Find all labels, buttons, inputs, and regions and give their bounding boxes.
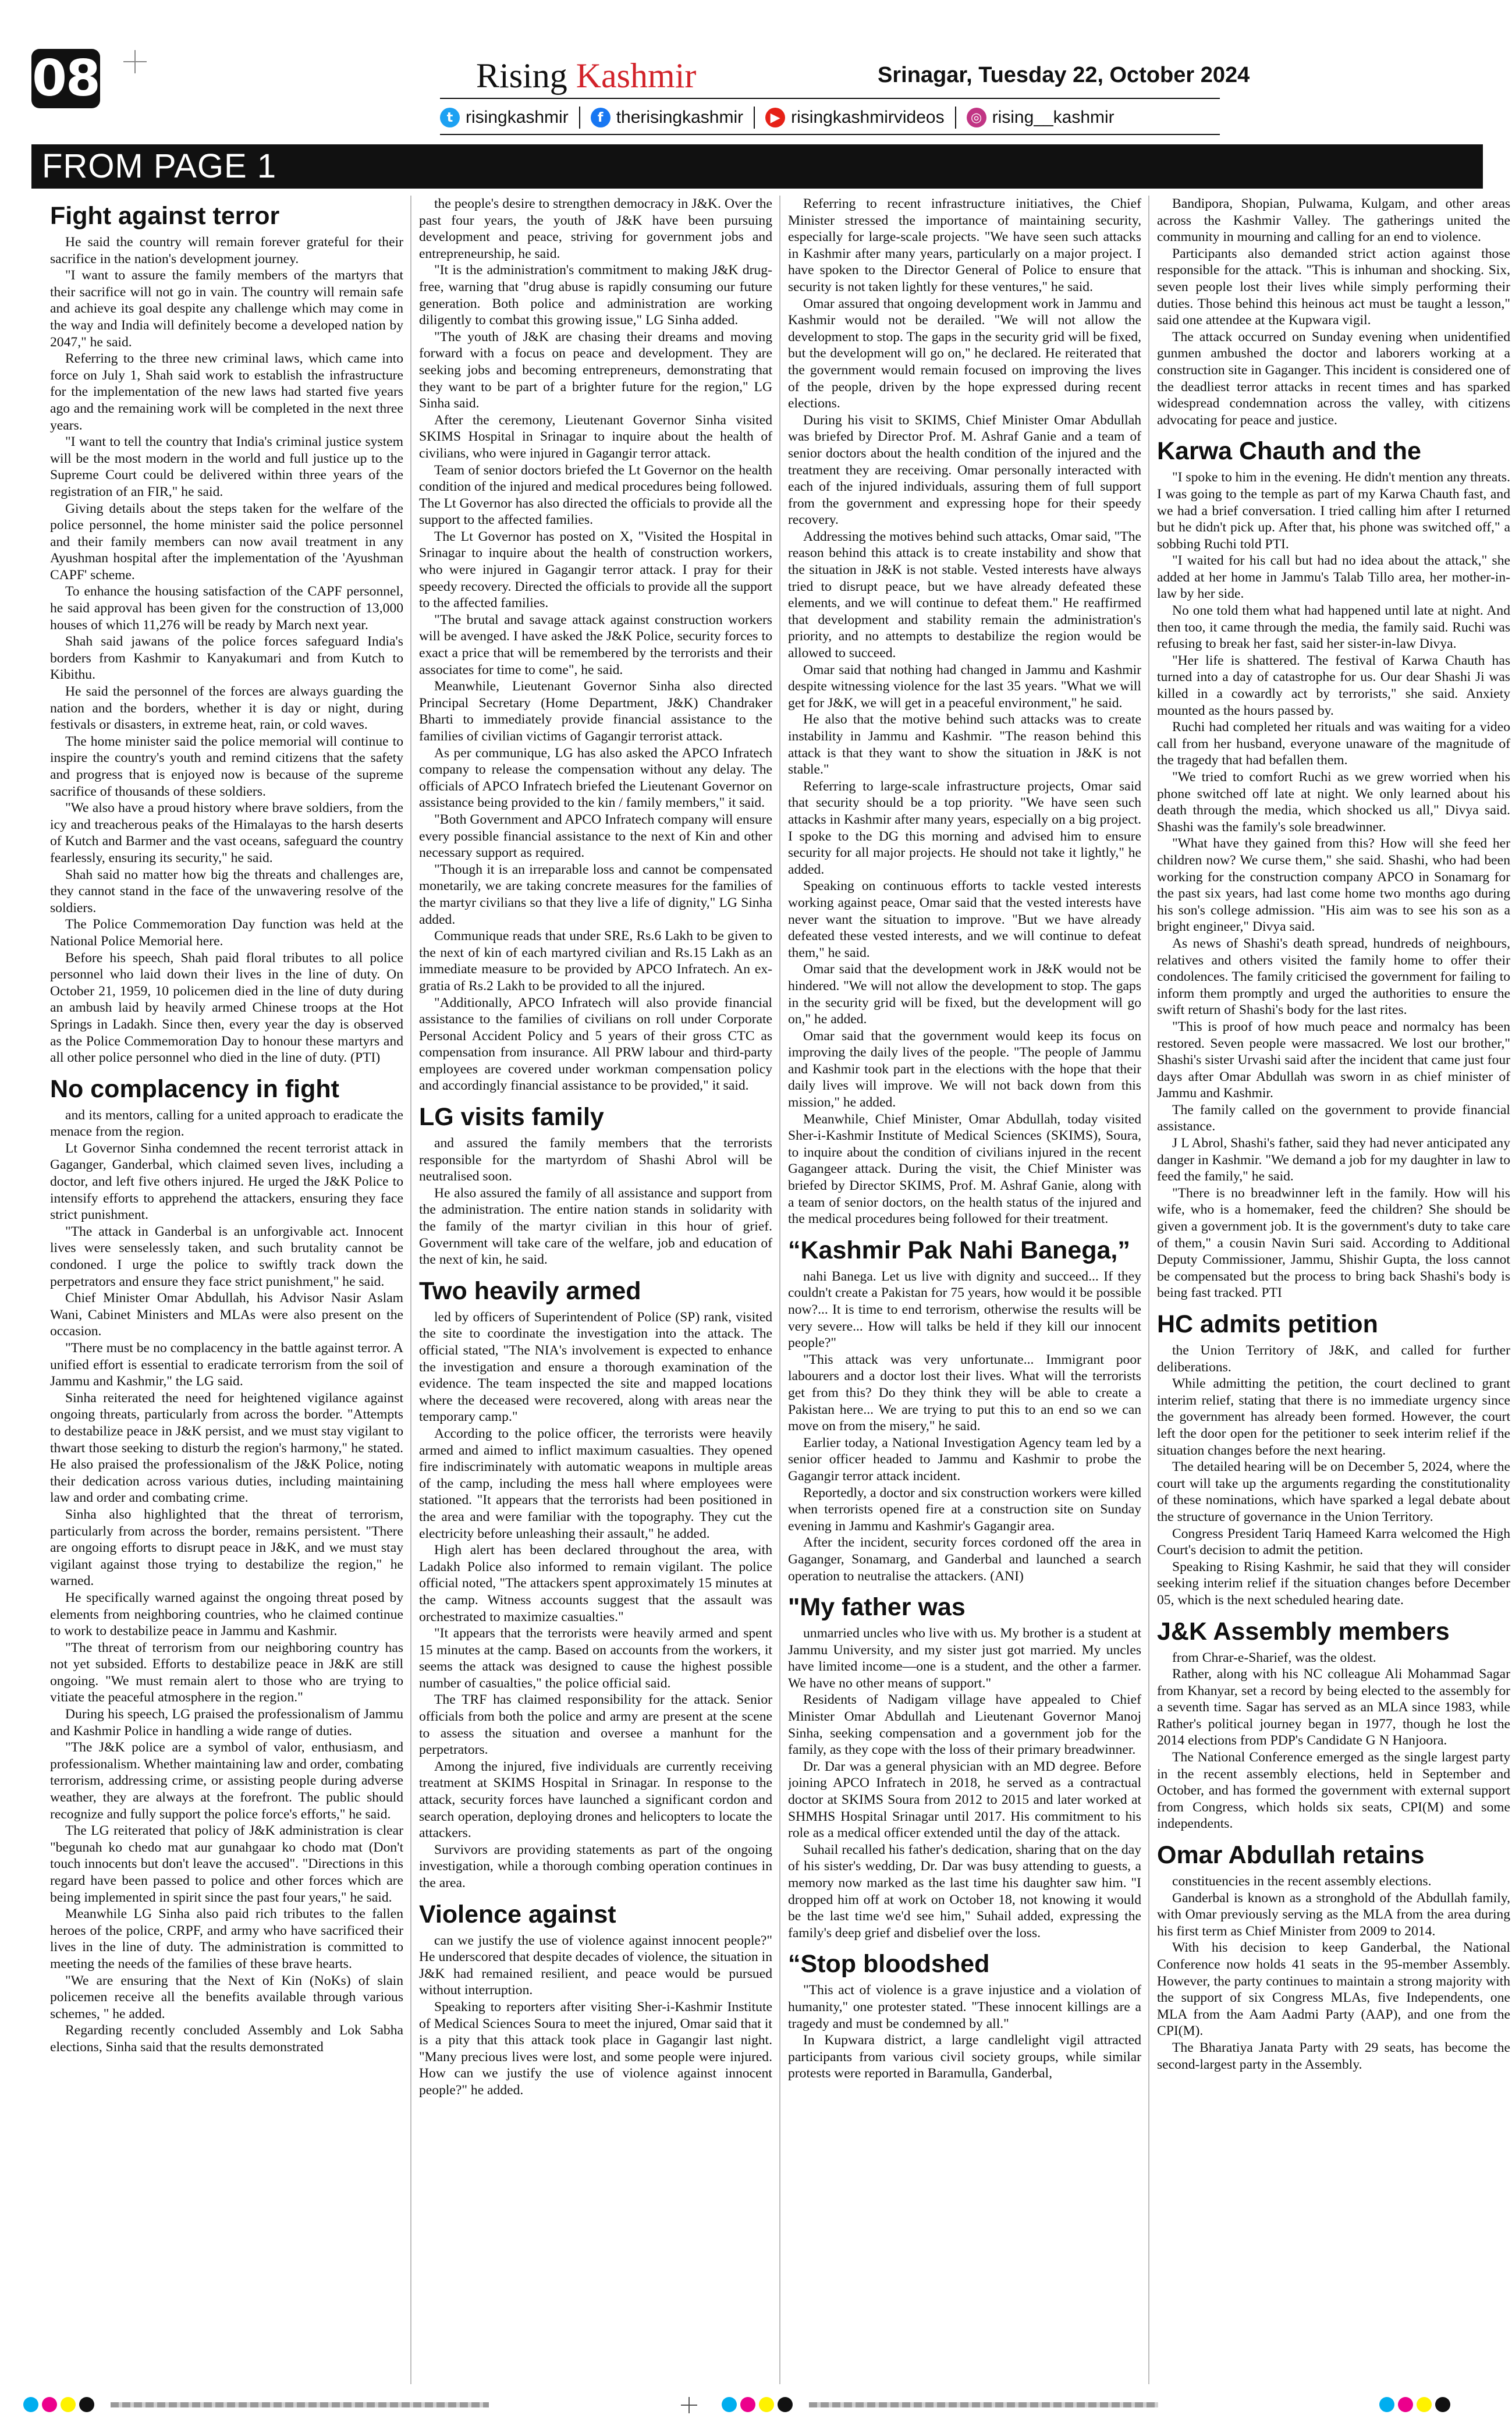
article	[1157, 437, 1510, 1302]
article-paragraph: Referring to recent infrastructure initiatives, the Chief Minister stressed the importance of maintaining security, especially for large-scale projects. "We have seen such attacks in Kashmir after many years, particularly on a major project. I have spoken to the Director General of Police to ensure that security is not taken lightly for these ventures," he said.	[788, 196, 1141, 295]
article-paragraph: and its mentors, calling for a united approach to eradicate the menace from the region.	[50, 1107, 403, 1140]
article-paragraph: J L Abrol, Shashi's father, said they had never anticipated any danger in Kashmir. "We demand a job for my daughter in law to feed the family," he said.	[1157, 1136, 1510, 1185]
article-paragraph: The detailed hearing will be on December 5, 2024, where the court will take up the arguments regarding the constitutionality of these nominations, which have sparked a legal debate about the structure of governance in the Union Territory.	[1157, 1459, 1510, 1524]
dateline: Srinagar, Tuesday 22, October 2024	[878, 63, 1250, 87]
article-paragraph: "I spoke to him in the evening. He didn't mention any threats. I was going to the temple as part of my Karwa Chauth fast, and we had a brief conversation. I tried calling him after I returned but he didn't pick up. After that, his phone was switched off," a sobbing Ruchi told PTI.	[1157, 470, 1510, 552]
article-paragraph: As per communique, LG has also asked the APCO Infratech company to release the compensation without any delay. The officials of APCO Infratech briefed the Lieutenant Governor on assistance being provided to the kin / family members," it said.	[419, 745, 772, 811]
article-headline: LG visits family	[419, 1103, 604, 1132]
article-headline: J&K Assembly members	[1157, 1617, 1450, 1646]
grey-scale-bar	[111, 2402, 489, 2407]
article-paragraph: During his speech, LG praised the professionalism of Jammu and Kashmir Police in handling a wide range of duties.	[50, 1707, 403, 1739]
social-handle-text: risingkashmir	[466, 108, 569, 127]
social-handle-text: rising__kashmir	[992, 108, 1115, 127]
article	[419, 1276, 772, 1892]
article-paragraph: Bandipora, Shopian, Pulwama, Kulgam, and other areas across the Kashmir Valley. The gatherings united the community in mourning and calling for an end to violence.	[1157, 196, 1510, 245]
article-paragraph: Earlier today, a National Investigation Agency team led by a senior officer headed to Jammu and Kashmir to probe the Gagangir terror attack incident.	[788, 1435, 1141, 1484]
article-paragraph: Giving details about the steps taken for the welfare of the police personnel, the home minister said the police personnel and their family members can now avail treatment in any Ayushman hospital after the implementation of the 'Ayushman CAPF' scheme.	[50, 501, 403, 583]
article-paragraph: In Kupwara district, a large candlelight vigil attracted participants from various civil society groups, while similar protests were reported in Baramulla, Ganderbal,	[788, 2033, 1141, 2082]
article-paragraph: the Union Territory of J&K, and called for further deliberations.	[1157, 1343, 1510, 1375]
article-paragraph: With his decision to keep Ganderbal, the National Conference now holds 41 seats in the 95-member Assembly. However, the party continues to maintain a strong majority with the support of six Congress MLAs, five Independents, one MLA from the Aam Aadmi Party (AAP), and one from the CPI(M).	[1157, 1940, 1510, 2039]
article-paragraph: Suhail recalled his father's dedication, sharing that on the day of his sister's wedding, Dr. Dar was busy attending to guests, a memory now marked as the last time his daughter saw him. "I dropped him off at work on October 18, not knowing it would be the last time we'd see him," Suhail added, expressing the family's deep grief and disbelief over the loss.	[788, 1842, 1141, 1941]
article-paragraph: Regarding recently concluded Assembly and Lok Sabha elections, Sinha said that the results demonstrated	[50, 2023, 403, 2055]
article-paragraph: The home minister said the police memorial will continue to inspire the country's youth and remind citizens that the safety and progress that is enjoyed now is because of the supreme sacrifice of thousands of these soldiers.	[50, 733, 403, 799]
article-paragraph: "It is the administration's commitment to making J&K drug-free, warning that "drug abuse is rapidly consuming our future generation. Both police and administration are working diligently to combat this growing issue," LG Sinha added.	[419, 263, 772, 328]
social-separator	[579, 107, 580, 129]
article-paragraph: Referring to the three new criminal laws, which came into force on July 1, Shah said work to establish the infrastructure for the implementation of the new laws had started five years ago and the remaining work will be completed in the next three years.	[50, 351, 403, 433]
colour-swatch	[79, 2397, 94, 2412]
colour-swatch	[23, 2397, 38, 2412]
article-paragraph: High alert has been declared throughout the area, with Ladakh Police also informed to remain vigilant. The police official noted, "The attackers spent approximately 15 minutes at the camp. Witness accounts suggest that the assault was orchestrated to maximize casualties."	[419, 1542, 772, 1625]
social-separator	[754, 107, 755, 129]
article-paragraph: Referring to large-scale infrastructure projects, Omar said that security should be a top priority. "We have seen such attacks in Kashmir after many years, especially on a big project. I spoke to the DG this morning and advised him to ensure security for all major projects. He should not take it lightly," he added.	[788, 778, 1141, 877]
twitter-icon: t	[440, 108, 460, 127]
article-paragraph: Participants also demanded strict action against those responsible for the attack. "This is inhuman and shocking. Six, seven people lost their lives while simply performing their duties. Those behind this heinous act must be taught a lesson," said one attendee at the Kupwara vigil.	[1157, 246, 1510, 328]
article	[788, 1593, 1141, 1941]
article	[788, 1236, 1141, 1584]
colour-swatch	[61, 2397, 76, 2412]
article-paragraph: Shah said no matter how big the threats and challenges are, they cannot stand in the face of the unwavering resolve of the soldiers.	[50, 867, 403, 916]
article-paragraph: The family called on the government to provide financial assistance.	[1157, 1102, 1510, 1134]
article-paragraph: Ganderbal is known as a stronghold of the Abdullah family, with Omar previously serving as the MLA from the area during his first term as Chief Minister from 2009 to 2014.	[1157, 1890, 1510, 1939]
article-paragraph: Among the injured, five individuals are currently receiving treatment at SKIMS Hospital in Srinagar. In response to the attack, security forces have launched a significant cordon and search operation, deploying drones and helicopters to locate the attackers.	[419, 1758, 772, 1841]
colour-swatch	[1417, 2397, 1432, 2412]
article-paragraph: "Additionally, APCO Infratech will also provide financial assistance to the families of civilians on roll under Corporate Personal Accident Policy and 5 years of their gross CTC as compensation from insurance. All PRW labour and third-party employees are covered under workman compensation policy and accordingly financial assistance to be provided," it said.	[419, 995, 772, 1094]
article-paragraph: Meanwhile LG Sinha also paid rich tributes to the fallen heroes of the police, CRPF, and army who have sacrificed their lives in the line of duty. The administration is committed to meeting the needs of the families of these brave hearts.	[50, 1906, 403, 1971]
article-paragraph: "We tried to comfort Ruchi as we grew worried when his phone switched off late at night. We only learned about his death through the media, which shocked us all," Divya said. Shashi was the family's sole breadwinner.	[1157, 770, 1510, 835]
colour-swatches-right	[1379, 2397, 1450, 2412]
article-headline: "My father was	[788, 1593, 966, 1622]
article-paragraph: "The threat of terrorism from our neighboring country has not yet subsided. Efforts to destabilize peace in J&K are still ongoing. "We must remain alert to those who are trying to vitiate the peaceful atmosphere in the region."	[50, 1640, 403, 1705]
article-paragraph: "The brutal and savage attack against construction workers will be avenged. I have asked the J&K Police, security forces to exact a price that will be remembered by the terrorists and their associates for time to come", he said.	[419, 612, 772, 678]
colour-swatch	[740, 2397, 755, 2412]
article-paragraph: He also assured the family of all assistance and support from the administration. The entire nation stands in solidarity with the family of the martyr civilian in this hour of grief. Government will take care of the welfare, job and education of the next of kin, he said.	[419, 1185, 772, 1268]
article-paragraph: Omar said that nothing had changed in Jammu and Kashmir despite witnessing violence for the last 35 years. "What we will get for J&K, we will get in a peaceful environment," he said.	[788, 662, 1141, 711]
article-headline: “Kashmir Pak Nahi Banega,”	[788, 1236, 1130, 1264]
article-paragraph: Team of senior doctors briefed the Lt Governor on the health condition of the injured and medical procedures being followed. The Lt Governor has also directed the officials to provide all the support to the affected families.	[419, 462, 772, 528]
social-handle-text: risingkashmirvideos	[791, 108, 945, 127]
article-paragraph: To enhance the housing satisfaction of the CAPF personnel, he said approval has been given for the construction of 13,000 houses of which 11,276 will be ready by March next year.	[50, 584, 403, 633]
article-paragraph: the people's desire to strengthen democracy in J&K. Over the past four years, the youth of J&K have been pursuing development and peace, striving for government jobs and entrepreneurship, he said.	[419, 196, 772, 261]
brand-name-kashmir: Kashmir	[576, 56, 697, 95]
article	[1157, 196, 1510, 428]
article-paragraph: Survivors are providing statements as part of the ongoing investigation, while a thorough combing operation continues in the area.	[419, 1842, 772, 1891]
article-headline: Two heavily armed	[419, 1276, 641, 1305]
article-paragraph: Speaking on continuous efforts to tackle vested interests working against peace, Omar said that the vested interests have never want the situation to improve. "But we have already defeated these vested interests, and we will continue to defeat them," he said.	[788, 878, 1141, 960]
article-paragraph: Omar assured that ongoing development work in Jammu and Kashmir would not be derailed. "We will not allow the development to stop. The gaps in the security grid will be fixed, but the development will go on," he declared. He reiterated that the government would remain focused on improving the lives of the people, driven by the hope expressed during recent elections.	[788, 296, 1141, 412]
article-paragraph: Residents of Nadigam village have appealed to Chief Minister Omar Abdullah and Lieutenant Governor Manoj Sinha, seeking compensation and a government job for the family, as they cope with the loss of their primary breadwinner.	[788, 1692, 1141, 1758]
print-colour-bar	[23, 2397, 1490, 2414]
article-paragraph: The TRF has claimed responsibility for the attack. Senior officials from both the police and army are present at the scene to assess the situation and oversee a manhunt for the perpetrators.	[419, 1692, 772, 1758]
article-paragraph: As news of Shashi's death spread, hundreds of neighbours, relatives and others visited the family home to offer their condolences. The family criticised the government for failing to inform them promptly and urged the authorities to ensure the swift return of Shashi's body for the last rites.	[1157, 935, 1510, 1018]
article-headline: “Stop bloodshed	[788, 1950, 990, 1978]
colour-swatch	[759, 2397, 774, 2412]
article-paragraph: from Chrar-e-Sharief, was the oldest.	[1172, 1650, 1376, 1665]
article-paragraph: He said the country will remain forever grateful for their sacrifice in the nation's development journey.	[50, 235, 403, 267]
article-paragraph: unmarried uncles who live with us. My brother is a student at Jammu University, and my sister just got married. My uncles have limited income—one is a student, and the other a farmer. We have no other means of support."	[788, 1626, 1141, 1691]
page-number: 08	[32, 49, 100, 108]
article-paragraph: Communique reads that under SRE, Rs.6 Lakh to be given to the next of kin of each martyred civilian and Rs.15 Lakh as an immediate measure to be provided by APCO Infratech. An ex-gratia of Rs.2 Lakh to be provided to all the injured.	[419, 928, 772, 994]
social-handle-youtube[interactable]	[765, 108, 944, 127]
column-divider	[410, 196, 411, 2384]
column-3	[788, 196, 1141, 2384]
article-paragraph: "The J&K police are a symbol of valor, enthusiasm, and professionalism. Whether maintaining law and order, combating terrorism, addressing crime, or assisting people during adverse weather, they are always at the forefront. The public should recognize and fully support the police force's efforts," he said.	[50, 1740, 403, 1822]
article-paragraph: "This is proof of how much peace and normalcy has been restored. Seven people were massacred. We lost our brother," Shashi's sister Urvashi said after the incident that came just four days after Omar Abdullah was sworn in as chief minister of Jammu and Kashmir.	[1157, 1019, 1510, 1101]
social-separator	[955, 107, 956, 129]
article-paragraph: "What have they gained from this? How will she feed her children now? We curse them," she said. Shashi, who had been working for the construction company APCO in Sonamarg for the past six years, had last come home two months ago during his son's college admission. "His aim was to see his son as a bright engineer," Divya said.	[1157, 836, 1510, 935]
registration-mark-icon	[681, 2397, 697, 2413]
article	[788, 1949, 1141, 2082]
social-handle-text: therisingkashmir	[616, 108, 744, 127]
article	[1157, 1841, 1510, 2073]
facebook-icon: f	[591, 108, 611, 127]
article-headline: Omar Abdullah retains	[1157, 1841, 1425, 1870]
article-paragraph: He also that the motive behind such attacks was to create instability in Jammu and Kashmir. "The reason behind this attack is that they want to show the situation in J&K is not stable."	[788, 712, 1141, 778]
youtube-icon: ▶	[765, 108, 785, 127]
article-paragraph: While admitting the petition, the court declined to grant interim relief, stating that there is no immediate urgency since the government has already been formed. However, the court left the door open for the petitioner to seek interim relief if the situation changes before the next hearing.	[1157, 1376, 1510, 1458]
article-paragraph: Ruchi had completed her rituals and was waiting for a video call from her husband, everyone unaware of the magnitude of the tragedy that had befallen them.	[1157, 719, 1510, 768]
article	[1157, 1617, 1510, 1833]
article-paragraph: "The youth of J&K are chasing their dreams and moving forward with a focus on peace and development. They are seeking jobs and becoming entrepreneurs, demonstrating that they want to be part of a brighter future for the region," LG Sinha said.	[419, 329, 772, 412]
column-4	[1157, 196, 1510, 2384]
article	[419, 196, 772, 1094]
article-paragraph: The National Conference emerged as the single largest party in the recent assembly elections, held in September and October, and has formed the government with external support from Congress, which holds six seats, CPI(M) and some independents.	[1157, 1750, 1510, 1832]
article-paragraph: Chief Minister Omar Abdullah, his Advisor Nasir Aslam Wani, Cabinet Ministers and MLAs were also present on the occasion.	[50, 1290, 403, 1339]
article-paragraph: "Though it is an irreparable loss and cannot be compensated monetarily, we are taking concrete measures for the families of the martyr civilians so that they live a life of dignity," LG Sinha added.	[419, 861, 772, 927]
colour-swatches-left	[23, 2397, 94, 2412]
article	[419, 1102, 772, 1268]
column-divider	[779, 196, 780, 2384]
article-paragraph: Speaking to reporters after visiting Sher-i-Kashmir Institute of Medical Sciences Soura to meet the injured, Omar said that it is a pity that this attack took place in Gagangir last night. "Many precious lives were lost, and some people were injured. How can we justify the use of violence against innocent people?" he added.	[419, 1999, 772, 2098]
social-handle-facebook[interactable]	[591, 108, 743, 127]
article-paragraph: Rather, along with his NC colleague Ali Mohammad Sagar from Khanyar, set a record by being elected to the assembly for a seventh time. Sagar has served as an MLA since 1983, while Rather's political journey began in 1977, though he lost the 2014 elections from PDP's Candidate G N Hanjoora.	[1157, 1666, 1510, 1749]
colour-swatch	[1379, 2397, 1394, 2412]
article-paragraph: After the incident, security forces cordoned off the area in Gaganger, Sonamarg, and Ganderbal and launched a search operation to neutralise the attackers. (ANI)	[788, 1535, 1141, 1584]
article-headline: Fight against terror	[50, 202, 280, 230]
article-paragraph: Meanwhile, Chief Minister, Omar Abdullah, today visited Sher-i-Kashmir Institute of Medical Sciences (SKIMS), Soura, to inquire about the condition of civilians injured in the recent Gagangeer attack. During the visit, the Chief Minister was briefed by Director SKIMS, Prof. M. Ashraf Ganie, along with a team of senior doctors, on the health status of the injured and the medical procedures being followed for their treatment.	[788, 1111, 1141, 1227]
article-paragraph: The attack occurred on Sunday evening when unidentified gunmen ambushed the doctor and laborers working at a construction site in Gaganger. This incident is considered one of the deadliest terror attacks in recent times and has sparked widespread condemnation across the valley, with citizens advocating for peace and justice.	[1157, 329, 1510, 428]
article-paragraph: "It appears that the terrorists were heavily armed and spent 15 minutes at the camp. Based on accounts from the workers, it seems the attack was designed to cause the highest possible number of casualties," the police official said.	[419, 1626, 772, 1691]
column-2	[419, 196, 772, 2384]
article-paragraph: Shah said jawans of the police forces safeguard India's borders from Kashmir to Kanyakumari and from Kutch to Kibithu.	[50, 634, 403, 683]
article-paragraph: Sinha also highlighted that the threat of terrorism, particularly from across the border, remains persistent. "There are ongoing efforts to disrupt peace in J&K, and we must stay vigilant against those trying to destabilize the region," he warned.	[50, 1506, 403, 1589]
article-paragraph: Reportedly, a doctor and six construction workers were killed when terrorists opened fire at a construction site on Sunday evening in Jammu and Kashmir's Gagangir area.	[788, 1485, 1141, 1534]
colour-swatch	[778, 2397, 793, 2412]
article-paragraph: He specifically warned against the ongoing threat posed by elements from neighboring countries, who he claimed continue to work to destabilize peace in Jammu and Kashmir.	[50, 1590, 403, 1639]
article	[50, 1075, 403, 2056]
article-paragraph: "Her life is shattered. The festival of Karwa Chauth has turned into a day of catastrophe for us. Our dear Shashi Ji was killed in a cowardly act by terrorists," she said. Anxiety mounted as the hours passed by.	[1157, 653, 1510, 718]
article-paragraph: Addressing the motives behind such attacks, Omar said, "The reason behind this attack is to create instability and show that the situation in J&K is not stable. Vested interests have always tried to disrupt peace, but we have already defeated these elements, and we will continue to defeat them." He reaffirmed that development and stability remain the administration's priority, and no attempts to destabilize the region would be allowed to succeed.	[788, 529, 1141, 661]
article-paragraph: "We also have a proud history where brave soldiers, from the icy and treacherous peaks of the Himalayas to the harsh deserts of Kutch and Barmer and the vast oceans, safeguard the country fearlessly, ensuring its security," he said.	[50, 800, 403, 866]
article-headline: Violence against	[419, 1900, 616, 1928]
article-paragraph: Omar said that the government would keep its focus on improving the daily lives of the people. "The people of Jammu and Kashmir took part in the elections with the hope that their daily lives will improve. We will not back down from this mission," he added.	[788, 1028, 1141, 1111]
colour-swatches-center	[722, 2397, 793, 2412]
article-headline: HC admits petition	[1157, 1310, 1378, 1338]
social-handles-bar	[440, 102, 1220, 133]
article-paragraph: "This act of violence is a grave injustice and a violation of humanity," one protester stated. "These innocent killings are a tragedy and must be condemned by all."	[788, 1983, 1141, 2031]
article-headline: No complacency in fight	[50, 1075, 339, 1103]
article-paragraph: Meanwhile, Lieutenant Governor Sinha also directed Principal Secretary (Home Department, J&K) Chandraker Bharti to immediately provide financial assistance to the families of civilian victims of Gagangir terrorist attack.	[419, 679, 772, 744]
article-paragraph: The LG reiterated that policy of J&K administration is clear "begunah ko chedo mat aur gunahgaar ko chodo mat (Don't touch innocents but don't leave the accused". "Directions in this regard have been passed to police and other forces which are being implemented in spirit since the past four years," he said.	[50, 1823, 403, 1905]
article-paragraph: "Both Government and APCO Infratech company will ensure every possible financial assistance to the next of Kin and other necessary support as required.	[419, 811, 772, 861]
masthead-logo	[476, 58, 696, 93]
article-paragraph: Dr. Dar was a general physician with an MD degree. Before joining APCO Infratech in 2018, he served as a contractual doctor at SKIMS Soura from 2012 to 2015 and later worked at SHMHS Hospital Srinagar until 2017. His commitment to his role as a medical officer extended until the day of the attack.	[788, 1758, 1141, 1841]
social-handle-instagram[interactable]	[967, 108, 1115, 127]
social-handle-twitter[interactable]	[440, 108, 569, 127]
article-paragraph: After the ceremony, Lieutenant Governor Sinha visited SKIMS Hospital in Srinagar to inquire about the health of civilians, who were injured in Gagangir terror attack.	[419, 412, 772, 461]
registration-mark-icon	[123, 50, 147, 73]
article-paragraph: nahi Banega. Let us live with dignity and succeed... If they couldn't create a Pakistan for 75 years, how would it be possible now?... It is time to end terrorism, otherwise the results will be very severe... How will talks be held if they kill our innocent people?"	[788, 1268, 1141, 1351]
article-paragraph: "This attack was very unfortunate... Immigrant poor labourers and a doctor lost their lives. What will the terrorists get from this? Do they think they will be able to create a Pakistan here... We are trying to put this to an end so we can move on from the misery," he said.	[788, 1352, 1141, 1434]
article-paragraph: can we justify the use of violence against innocent people?" He underscored that despite decades of violence, the situation in J&K had remained resilient, and peace would be pursued without interruption.	[419, 1932, 772, 1998]
article-paragraph: and assured the family members that the terrorists responsible for the martyrdom of Shashi Abrol will be neutralised soon.	[419, 1136, 772, 1185]
article-paragraph: led by officers of Superintendent of Police (SP) rank, visited the site to coordinate the investigation into the attack. The official stated, "The NIA's involvement is expected to enhance the investigation and ensure a thorough examination of the evidence. The team inspected the site and mapped locations where the deceased were recovered, along with areas near the temporary camp."	[419, 1309, 772, 1425]
article-paragraph: "I want to tell the country that India's criminal justice system will be the most modern in the world and full justice up to the Supreme Court could be delivered within three years of the registration of an FIR," he said.	[50, 434, 403, 499]
article-paragraph: Sinha reiterated the need for heightened vigilance against ongoing threats, particularly from across the border. "Attempts to destabilize peace in J&K persist, and we must stay vigilant to thwart those seeking to disturb the region's harmony," he stated. He also praised the professionalism of the J&K Police, noting their dedication across various duties, including maintaining law and order and combating crime.	[50, 1390, 403, 1506]
colour-swatch	[722, 2397, 737, 2412]
article-paragraph: constituencies in the recent assembly elections.	[1172, 1874, 1432, 1889]
article-paragraph: "There must be no complacency in the battle against terror. A unified effort is essential to eradicate terrorism from the soil of Jammu and Kashmir," the LG said.	[50, 1341, 403, 1389]
colour-swatch	[1398, 2397, 1413, 2412]
article	[1157, 1310, 1510, 1609]
article-paragraph: Congress President Tariq Hameed Karra welcomed the High Court's decision to admit the petition.	[1157, 1526, 1510, 1558]
section-banner: FROM PAGE 1	[31, 144, 1483, 189]
article	[50, 201, 403, 1066]
colour-swatch	[1435, 2397, 1450, 2412]
article-paragraph: Before his speech, Shah paid floral tributes to all police personnel who laid down their lives in the line of duty. On October 21, 1959, 10 policemen died in the line of duty during an ambush laid by heavily armed Chinese troops at the Hot Springs in Ladakh. Since then, every year the day is observed as the Police Commemoration Day to honour these martyrs and all other police personnel who died in the line of duty. (PTI)	[50, 950, 403, 1066]
article-paragraph: "There is no breadwinner left in the family. How will his wife, who is a homemaker, feed the children? She should be given a government job. It is the government's duty to take care of them," a cousin Navin Suri said. According to Additional Deputy Commissioner, Jammu, Shishir Gupta, the loss cannot be compensated but the process to bring back Shashi's body is being fast tracked. PTI	[1157, 1185, 1510, 1301]
grey-scale-bar	[809, 2402, 1158, 2407]
article-paragraph: "The attack in Ganderbal is an unforgivable act. Innocent lives were senselessly taken, and such brutality cannot be condoned. I urge the police to swiftly track down the perpetrators and ensure they face strict punishment," he said.	[50, 1224, 403, 1289]
article-paragraph: According to the police officer, the terrorists were heavily armed and aimed to inflict maximum casualties. They opened fire indiscriminately with automatic weapons in multiple areas of the camp, including the mess hall where employees were stationed. "It appears that the terrorists had been positioned in the area and were familiar with the topography. They cut the electricity before unleashing their assault," he added.	[419, 1426, 772, 1541]
brand-name-rising: Rising	[476, 56, 567, 95]
article-paragraph: Speaking to Rising Kashmir, he said that they will consider seeking interim relief if the situation changes before December 05, which is the next scheduled hearing date.	[1157, 1559, 1510, 1608]
masthead-rule-top	[440, 98, 1220, 99]
instagram-icon: ◎	[967, 108, 986, 127]
article-headline: Karwa Chauth and the	[1157, 437, 1421, 466]
article-paragraph: The Bharatiya Janata Party with 29 seats, has become the second-largest party in the Assembly.	[1157, 2040, 1510, 2072]
masthead-rule-bottom	[440, 134, 1220, 135]
article-paragraph: "We are ensuring that the Next of Kin (NoKs) of slain policemen receive all the benefits available through various schemes, " he added.	[50, 1973, 403, 2022]
article-paragraph: During his visit to SKIMS, Chief Minister Omar Abdullah was briefed by Director Prof. M. Ashraf Ganie and a team of senior doctors about the health condition of the injured and the treatment they are receiving. Omar personally interacted with each of the injured individuals, assuring them of full support from the government and expressing hope for their speedy recovery.	[788, 412, 1141, 528]
article-paragraph: He said the personnel of the forces are always guarding the nation and the borders, whether it is day or night, during festivals or disasters, in extreme heat, rain, or cold waves.	[50, 684, 403, 733]
article	[788, 196, 1141, 1228]
article-paragraph: "I want to assure the family members of the martyrs that their sacrifice will not go in vain. The country will remain safe and achieve its goal despite any challenge which may come in the way and India will definitely become a developed nation by 2047," he said.	[50, 268, 403, 350]
column-1	[50, 196, 403, 2384]
article-paragraph: The Police Commemoration Day function was held at the National Police Memorial here.	[50, 917, 403, 949]
article-paragraph: Lt Governor Sinha condemned the recent terrorist attack in Gaganger, Ganderbal, which claimed seven lives, including a doctor, and left five others injured. He urged the J&K Police to intensify efforts to apprehend the attackers, ensuring they face strict punishment.	[50, 1140, 403, 1223]
article-paragraph: "I waited for his call but had no idea about the attack," she added at her home in Jammu's Talab Tillo area, her mother-in-law by her side.	[1157, 553, 1510, 602]
article-paragraph: No one told them what had happened until late at night. And then too, it came through the media, the family said. Ruchi was refusing to break her fast, said her sister-in-law Divya.	[1157, 603, 1510, 652]
colour-swatch	[42, 2397, 57, 2412]
article-paragraph: The Lt Governor has posted on X, "Visited the Hospital in Srinagar to inquire about the health of construction workers, who were injured in Gagangir terror attack. I pray for their speedy recovery. Directed the officials to provide all the support to the affected families.	[419, 529, 772, 611]
column-divider	[1148, 196, 1149, 2384]
article	[419, 1900, 772, 2099]
article-paragraph: Omar said that the development work in J&K would not be hindered. "We will not allow the development to stop. The gaps in the security grid will be fixed, but the development will go on," he added.	[788, 962, 1141, 1027]
